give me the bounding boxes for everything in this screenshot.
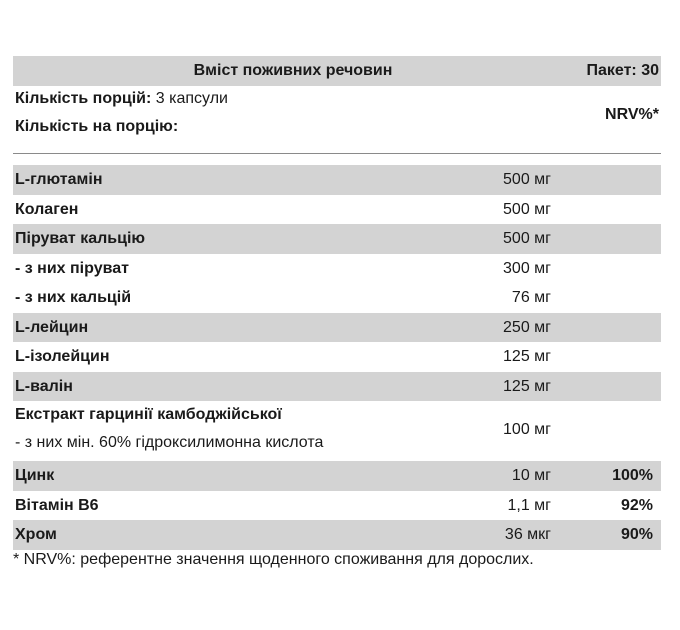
nrv-footnote: * NRV%: референтне значення щоденного споживання для дорослих. xyxy=(13,551,534,568)
nutrient-rows xyxy=(13,165,661,550)
nutrient-amount: 76 мг xyxy=(511,289,551,306)
nutrient-amount: 10 мг xyxy=(511,467,551,484)
nutrient-subtext: - з них мін. 60% гідроксилимонна кислота xyxy=(15,434,324,451)
header-divider xyxy=(13,153,661,154)
table-row xyxy=(13,372,661,402)
nutrient-amount: 500 мг xyxy=(503,200,551,218)
nutrient-amount: 500 мг xyxy=(503,230,551,247)
nutrient-name: - з них кальцій xyxy=(15,289,132,306)
nutrient-name: Колаген xyxy=(15,200,79,218)
nutrient-amount: 1,1 мг xyxy=(507,496,551,514)
nutrient-name: - з них піруват xyxy=(15,259,129,277)
nutrient-nrv: 90% xyxy=(620,526,653,543)
table-title: Вміст поживних речовин xyxy=(193,62,393,79)
nutrient-name: Цинк xyxy=(15,467,55,484)
nutrient-nrv: 100% xyxy=(612,467,653,484)
table-row xyxy=(13,195,661,225)
table-row xyxy=(13,283,661,313)
table-row xyxy=(13,313,661,343)
nutrient-amount: 300 мг xyxy=(503,259,551,277)
nutrient-amount: 125 мг xyxy=(503,377,551,395)
table-row xyxy=(13,165,661,195)
nutrient-amount: 500 мг xyxy=(503,171,551,188)
table-row xyxy=(13,520,661,550)
table-header xyxy=(13,56,661,86)
nutrient-name: Хром xyxy=(15,526,57,543)
nutrient-amount: 100 мг xyxy=(503,421,551,438)
nutrient-name: L-валін xyxy=(15,377,73,395)
table-row xyxy=(13,224,661,254)
nutrient-nrv: 92% xyxy=(620,496,653,514)
table-row xyxy=(13,491,661,521)
table-row xyxy=(13,254,661,284)
pack-size: Пакет: 30 xyxy=(586,62,659,79)
nutrient-name: L-глютамін xyxy=(15,171,103,188)
servings-label: Кількість порцій: xyxy=(15,90,152,107)
per-serving-label: Кількість на порцію: xyxy=(15,118,179,135)
nutrient-name: Вітамін B6 xyxy=(15,496,99,514)
nutrient-name: L-ізолейцин xyxy=(15,348,110,365)
nutrient-amount: 250 мг xyxy=(503,318,551,336)
nutrition-facts-table xyxy=(13,56,661,550)
nutrient-amount: 125 мг xyxy=(503,348,551,365)
nrv-column-label: NRV%* xyxy=(605,106,659,123)
servings-line xyxy=(15,90,228,108)
table-row xyxy=(13,342,661,372)
table-row xyxy=(13,461,661,491)
nutrient-amount: 36 мкг xyxy=(504,526,551,543)
nutrient-name: Піруват кальцію xyxy=(15,230,146,247)
nutrient-name: L-лейцин xyxy=(15,318,89,336)
serving-info xyxy=(13,86,661,153)
servings-value: 3 капсули xyxy=(155,90,228,107)
nutrient-name: Екстракт гарцинії камбоджійської xyxy=(15,406,282,423)
table-row xyxy=(13,401,661,461)
